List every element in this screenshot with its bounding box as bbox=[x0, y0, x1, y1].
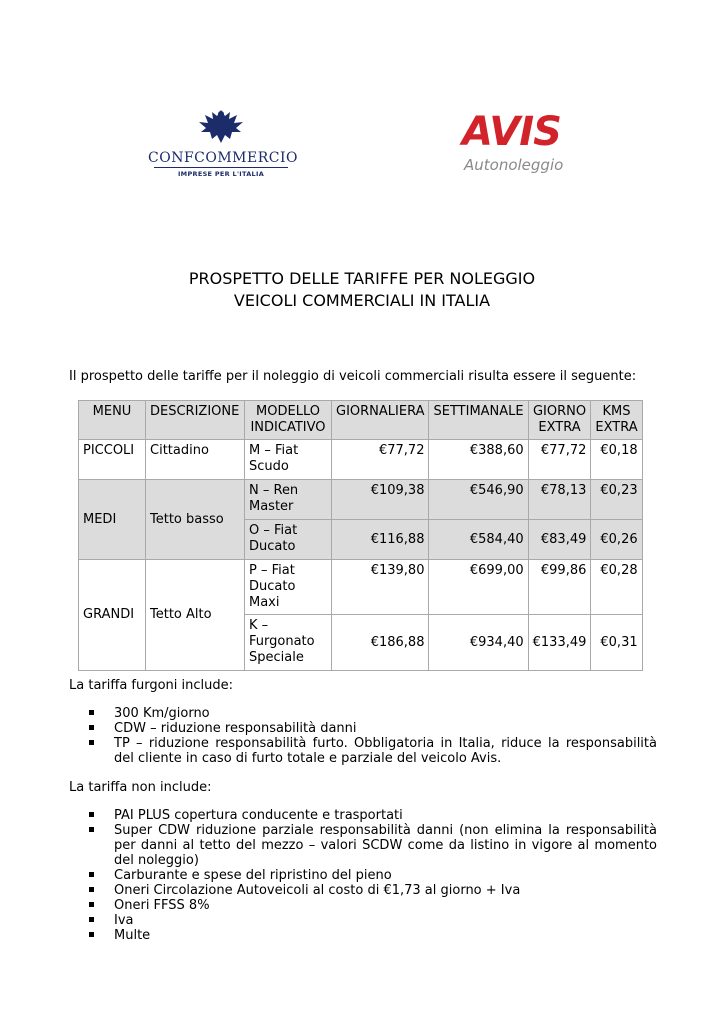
bullet-icon bbox=[89, 740, 94, 745]
bullet-icon bbox=[89, 902, 94, 907]
title-line-1: PROSPETTO DELLE TARIFFE PER NOLEGGIO bbox=[188, 269, 536, 288]
cell-descrizione: Tetto basso bbox=[146, 480, 245, 560]
bullet-icon bbox=[89, 917, 94, 922]
cell-giorno-extra: €77,72 bbox=[528, 440, 591, 480]
cell-giornaliera: €77,72 bbox=[332, 440, 429, 480]
list-item: Iva bbox=[69, 913, 657, 928]
excludes-label: La tariffa non include: bbox=[69, 780, 212, 795]
cell-giornaliera: €109,38 bbox=[332, 480, 429, 520]
header-menu: MENU bbox=[79, 401, 146, 440]
eagle-emblem-icon bbox=[196, 106, 246, 146]
cell-modello: N – Ren Master bbox=[245, 480, 332, 520]
list-item: CDW – riduzione responsabilità danni bbox=[69, 721, 657, 736]
cell-kms-extra: €0,23 bbox=[591, 480, 642, 520]
cell-menu: PICCOLI bbox=[79, 440, 146, 480]
cell-kms-extra: €0,26 bbox=[591, 520, 642, 560]
excludes-list bbox=[69, 808, 657, 943]
bullet-icon bbox=[89, 725, 94, 730]
cell-settimanale: €934,40 bbox=[429, 615, 528, 671]
avis-name: AVIS bbox=[462, 109, 561, 155]
cell-settimanale: €699,00 bbox=[429, 560, 528, 615]
confcommercio-divider bbox=[154, 167, 288, 168]
avis-logo bbox=[458, 110, 578, 180]
header-settimanale: SETTIMANALE bbox=[429, 401, 528, 440]
cell-descrizione: Cittadino bbox=[146, 440, 245, 480]
page-title bbox=[0, 268, 724, 312]
cell-settimanale: €388,60 bbox=[429, 440, 528, 480]
cell-giorno-extra: €78,13 bbox=[528, 480, 591, 520]
list-item: Super CDW riduzione parziale responsabilità danni (non elimina la responsabilità per danni al tetto del mezzo – valori SCDW come da listino in vigore al momento del noleggio) bbox=[69, 823, 657, 868]
header-modello: MODELLO INDICATIVO bbox=[245, 401, 332, 440]
header-kms-extra: KMS EXTRA bbox=[591, 401, 642, 440]
cell-modello: P – Fiat Ducato Maxi bbox=[245, 560, 332, 615]
confcommercio-name: CONFCOMMERCIO bbox=[148, 150, 298, 166]
cell-giorno-extra: €133,49 bbox=[528, 615, 591, 671]
bullet-icon bbox=[89, 872, 94, 877]
avis-subtitle: Autonoleggio bbox=[464, 156, 564, 174]
cell-menu: GRANDI bbox=[79, 560, 146, 671]
list-item: TP – riduzione responsabilità furto. Obbligatoria in Italia, riduce la responsabilità del cliente in caso di furto totale e parziale del veicolo Avis. bbox=[69, 736, 657, 766]
cell-settimanale: €546,90 bbox=[429, 480, 528, 520]
header-giorno-extra: GIORNO EXTRA bbox=[528, 401, 591, 440]
intro-text: Il prospetto delle tariffe per il noleggio di veicoli commerciali risulta essere il seguente: bbox=[69, 369, 637, 384]
includes-label: La tariffa furgoni include: bbox=[69, 678, 234, 693]
bullet-icon bbox=[89, 932, 94, 937]
list-item: Carburante e spese del ripristino del pieno bbox=[69, 868, 657, 883]
cell-giorno-extra: €83,49 bbox=[528, 520, 591, 560]
header-descrizione: DESCRIZIONE bbox=[146, 401, 245, 440]
cell-descrizione: Tetto Alto bbox=[146, 560, 245, 671]
cell-kms-extra: €0,31 bbox=[591, 615, 642, 671]
cell-modello: K – Furgonato Speciale bbox=[245, 615, 332, 671]
header-giornaliera: GIORNALIERA bbox=[332, 401, 429, 440]
bullet-icon bbox=[89, 887, 94, 892]
includes-list bbox=[69, 706, 657, 766]
confcommercio-logo bbox=[148, 106, 298, 190]
cell-menu: MEDI bbox=[79, 480, 146, 560]
cell-modello: M – Fiat Scudo bbox=[245, 440, 332, 480]
bullet-icon bbox=[89, 827, 94, 832]
list-item: PAI PLUS copertura conducente e trasportati bbox=[69, 808, 657, 823]
confcommercio-subtitle: IMPRESE PER L'ITALIA bbox=[177, 170, 265, 178]
rates-table bbox=[78, 400, 643, 671]
cell-modello: O – Fiat Ducato bbox=[245, 520, 332, 560]
list-item: Oneri Circolazione Autoveicoli al costo di €1,73 al giorno + Iva bbox=[69, 883, 657, 898]
cell-settimanale: €584,40 bbox=[429, 520, 528, 560]
bullet-icon bbox=[89, 710, 94, 715]
table-row bbox=[79, 480, 643, 520]
table-header-row bbox=[79, 401, 643, 440]
cell-giornaliera: €139,80 bbox=[332, 560, 429, 615]
list-item: 300 Km/giorno bbox=[69, 706, 657, 721]
cell-kms-extra: €0,28 bbox=[591, 560, 642, 615]
table-row bbox=[79, 440, 643, 480]
title-line-2: VEICOLI COMMERCIALI IN ITALIA bbox=[233, 291, 491, 310]
cell-kms-extra: €0,18 bbox=[591, 440, 642, 480]
list-item: Oneri FFSS 8% bbox=[69, 898, 657, 913]
list-item: Multe bbox=[69, 928, 657, 943]
bullet-icon bbox=[89, 812, 94, 817]
table-row bbox=[79, 560, 643, 615]
cell-giornaliera: €116,88 bbox=[332, 520, 429, 560]
cell-giornaliera: €186,88 bbox=[332, 615, 429, 671]
cell-giorno-extra: €99,86 bbox=[528, 560, 591, 615]
